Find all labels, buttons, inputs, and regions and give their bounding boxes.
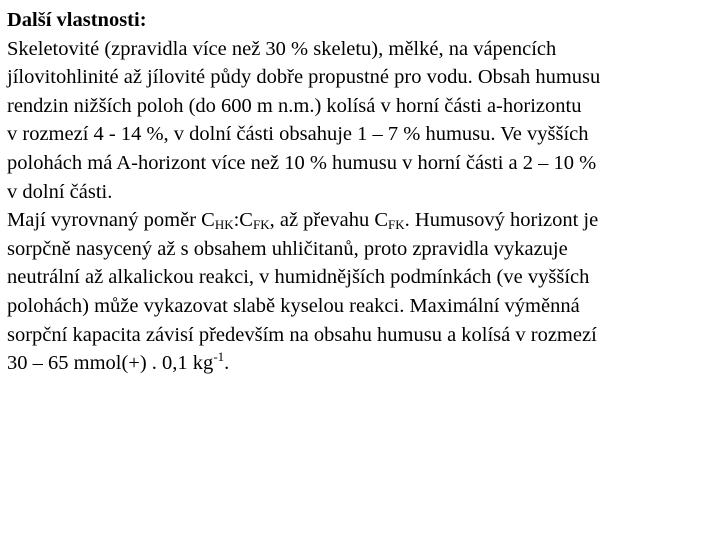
paragraph-line: sorpčně nasycený až s obsahem uhličitanů, proto zpravidla vykazuje	[7, 237, 568, 260]
subscript-fk-2: FK	[388, 217, 405, 233]
superscript-exponent: -1	[213, 349, 225, 365]
paragraph-line: polohách má A-horizont více než 10 % humusu v horní části a 2 – 10 %	[7, 151, 597, 174]
ratio-text-mid: , až převahu C	[269, 209, 389, 232]
ratio-separator: :C	[233, 209, 253, 232]
subscript-hk: HK	[214, 217, 234, 233]
paragraph-line: v dolní části.	[7, 180, 113, 203]
capacity-text: 30 – 65 mmol(+) . 0,1 kg	[7, 352, 214, 375]
heading: Další vlastnosti:	[7, 9, 147, 31]
paragraph-line: rendzin nižších poloh (do 600 m n.m.) kolísá v horní části a-horizontu	[7, 94, 582, 117]
paragraph-line: v rozmezí 4 - 14 %, v dolní části obsahuje 1 – 7 % humusu. Ve vyšších	[7, 123, 589, 146]
paragraph-line: Skeletovité (zpravidla více než 30 % skeletu), mělké, na vápencích	[7, 37, 557, 60]
ratio-text: Mají vyrovnaný poměr C	[7, 209, 215, 232]
paragraph-line: sorpční kapacita závisí především na obsahu humusu a kolísá v rozmezí	[7, 323, 597, 346]
capacity-end: .	[224, 352, 230, 375]
paragraph-line: neutrální až alkalickou reakci, v humidnějších podmínkách (ve vyšších	[7, 266, 590, 289]
ratio-text-end: . Humusový horizont je	[404, 209, 599, 232]
paragraph-line: jílovitohlinité až jílovité půdy dobře propustné pro vodu. Obsah humusu	[7, 66, 601, 89]
paragraph-line: polohách) může vykazovat slabě kyselou reakci. Maximální výměnná	[7, 294, 580, 317]
capacity-line	[7, 349, 713, 378]
ratio-line	[7, 206, 713, 235]
subscript-fk: FK	[252, 217, 270, 233]
text-block	[7, 6, 713, 378]
